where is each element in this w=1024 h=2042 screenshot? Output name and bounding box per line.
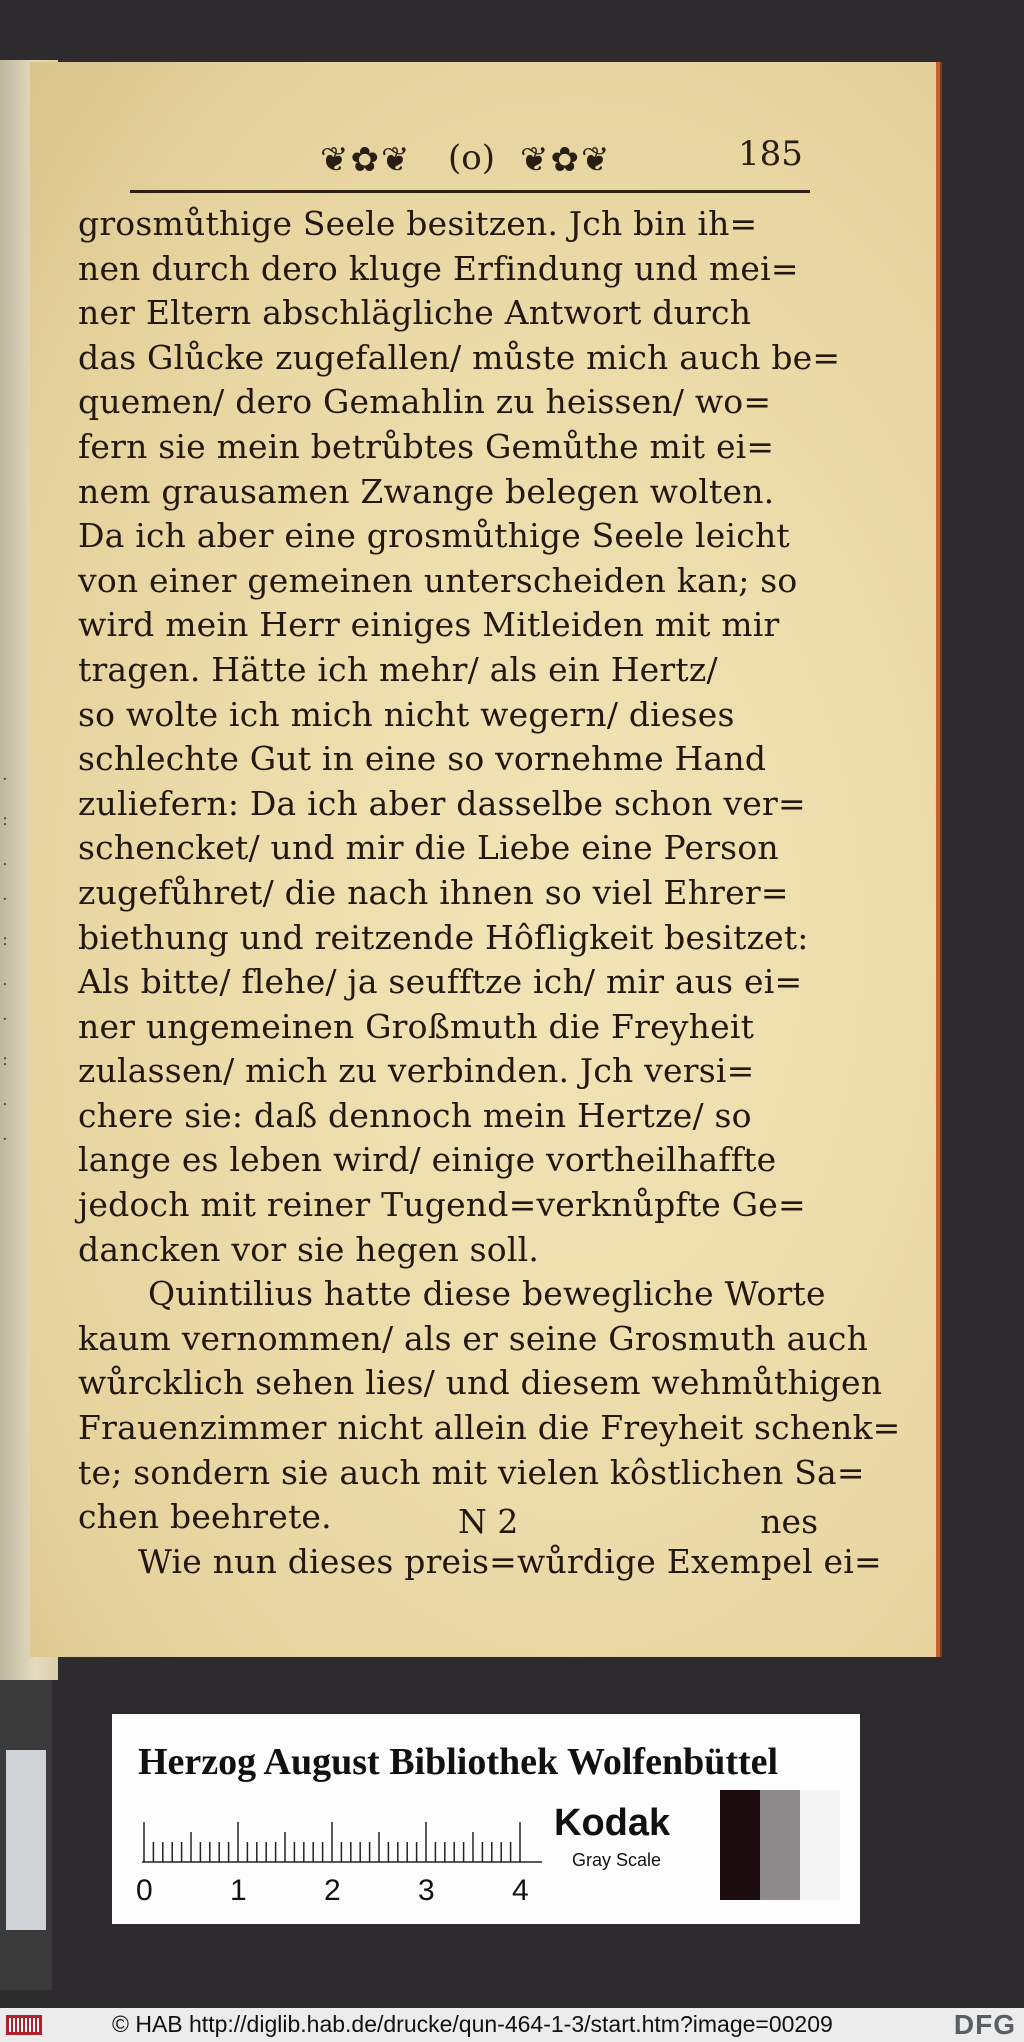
- gray-swatches: [720, 1790, 840, 1900]
- text-line: Da ich aber eine grosmůthige Seele leicht: [78, 516, 790, 556]
- signature-mark: N 2: [458, 1502, 519, 1541]
- scan-background-strip: [0, 1680, 52, 1990]
- text-line: jedoch mit reiner Tugend=verknůpfte Ge=: [78, 1185, 806, 1225]
- text-line: lange es leben wird/ einige vortheilhaffte: [78, 1140, 777, 1180]
- library-name: Herzog August Bibliothek Wolfenbüttel: [138, 1741, 779, 1783]
- text-line: zulassen/ mich zu verbinden. Jch versi=: [78, 1051, 755, 1091]
- text-line: das Glůcke zugefallen/ můste mich auch be=: [78, 337, 841, 377]
- ruler-label: 4: [512, 1874, 529, 1907]
- ruler-ticks: [142, 1814, 562, 1864]
- text-line: Wie nun dieses preis=wůrdige Exempel ei=: [138, 1541, 882, 1581]
- ruler-label: 1: [230, 1874, 247, 1907]
- ruler-label: 3: [418, 1874, 435, 1907]
- paper-slip: [6, 1750, 46, 1930]
- text-line: zugefůhret/ die nach ihnen so viel Ehrer=: [78, 872, 789, 912]
- ornament-left-icon: ❦✿❦: [320, 140, 412, 180]
- page-number: 185: [738, 134, 803, 174]
- source-url[interactable]: © HAB http://diglib.hab.de/drucke/qun-464-1-3/start.htm?image=00209: [112, 2011, 833, 2037]
- text-line: chen beehrete.: [78, 1497, 332, 1537]
- text-line: kaum vernommen/ als er seine Grosmuth auch: [78, 1318, 869, 1358]
- text-line: so wolte ich mich nicht wegern/ dieses: [78, 694, 735, 734]
- text-line: schencket/ und mir die Liebe eine Person: [78, 828, 779, 868]
- text-line: schlechte Gut in eine so vornehme Hand: [78, 739, 767, 779]
- hab-logo-icon: [6, 2015, 42, 2035]
- ruler-label: 0: [136, 1874, 153, 1907]
- page-header: [290, 134, 810, 194]
- text-line: quemen/ dero Gemahlin zu heissen/ wo=: [78, 382, 772, 422]
- text-line: nen durch dero kluge Erfindung und mei=: [78, 248, 799, 288]
- text-line: von einer gemeinen unterscheiden kan; so: [78, 560, 798, 600]
- text-line: Als bitte/ flehe/ ja seufftze ich/ mir aus ei=: [78, 962, 803, 1002]
- scale-ruler: [136, 1814, 562, 1907]
- catchword: nes: [760, 1502, 818, 1541]
- text-line: ner ungemeinen Großmuth die Freyheit: [78, 1006, 755, 1046]
- ornament-right-icon: ❦✿❦: [520, 140, 612, 180]
- header-mark: (o): [448, 138, 495, 178]
- text-line: biethung und reitzende Hôfligkeit besitzet:: [78, 917, 809, 957]
- kodak-logo: Kodak: [554, 1802, 671, 1844]
- text-line: ner Eltern abschlägliche Antwort durch: [78, 293, 752, 333]
- color-calibration-card: [112, 1714, 860, 1924]
- text-line: Frauenzimmer nicht allein die Freyheit schenk=: [78, 1408, 901, 1448]
- swatch-light: [800, 1790, 840, 1900]
- text-line: zuliefern: Da ich aber dasselbe schon ver=: [78, 783, 806, 823]
- gray-scale-label: Gray Scale: [572, 1850, 662, 1870]
- text-line: dancken vor sie hegen soll.: [78, 1229, 540, 1269]
- ruler-label: 2: [324, 1874, 341, 1907]
- body-text: [78, 202, 901, 1584]
- text-line: fern sie mein betrůbtes Gemůthe mit ei=: [78, 426, 775, 466]
- footer-bar: [0, 2008, 1024, 2042]
- page-footer: [78, 1502, 818, 1546]
- text-line: nem grausamen Zwange belegen wolten.: [78, 471, 775, 511]
- text-line: tragen. Hätte ich mehr/ als ein Hertz/: [78, 649, 718, 689]
- adjacent-page-glyphs: · : . · : . · : . ·: [2, 769, 9, 1150]
- text-line: Quintilius hatte diese bewegliche Worte: [148, 1274, 826, 1314]
- header-rule: [130, 190, 810, 193]
- text-line: wůrcklich sehen lies/ und diesem wehmůthigen: [78, 1363, 883, 1403]
- text-line: wird mein Herr einiges Mitleiden mit mir: [78, 605, 780, 645]
- book-page: [30, 62, 940, 1657]
- dfg-logo: DFG: [953, 2009, 1016, 2040]
- swatch-mid: [760, 1790, 800, 1900]
- swatch-dark: [720, 1790, 760, 1900]
- text-line: chere sie: daß dennoch mein Hertze/ so: [78, 1095, 752, 1135]
- text-line: te; sondern sie auch mit vielen kôstlichen Sa=: [78, 1452, 865, 1492]
- text-line: grosmůthige Seele besitzen. Jch bin ih=: [78, 204, 758, 243]
